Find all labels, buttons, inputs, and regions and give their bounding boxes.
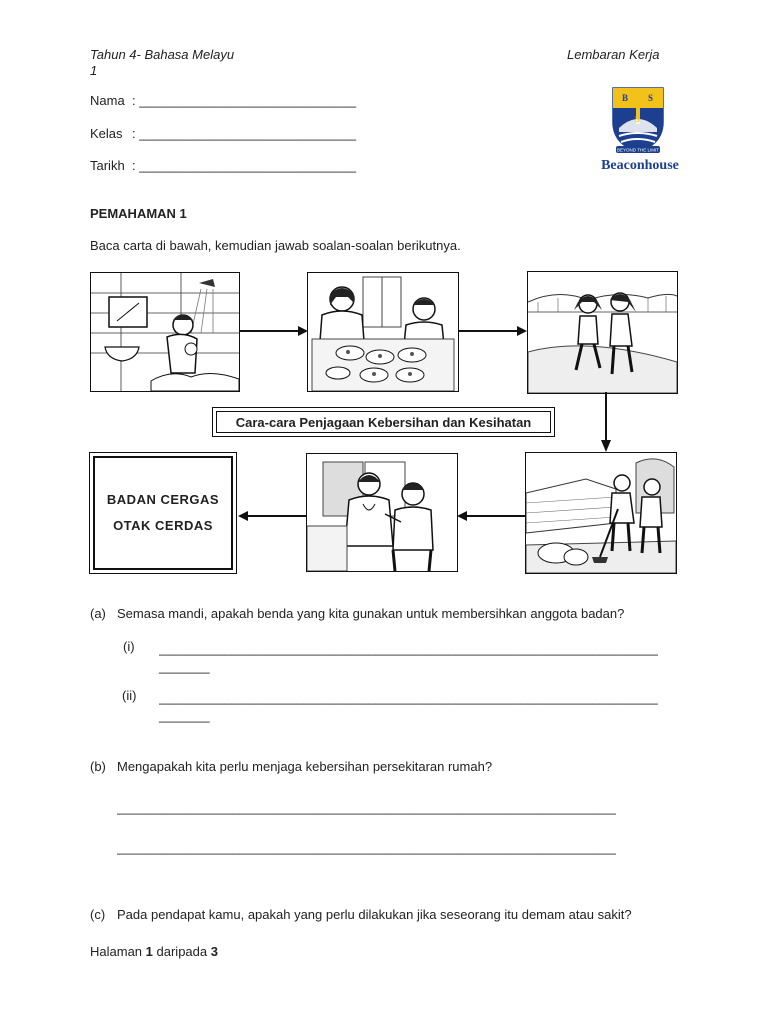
answer-a-ii-line-tail[interactable]: _______ [159,708,210,723]
svg-text:S: S [635,114,641,124]
class-field [90,126,356,142]
class-blank[interactable]: ______________________________ [139,126,357,141]
subject-title: Tahun 4- Bahasa Melayu [90,47,235,62]
meal-illustration [308,273,458,391]
colon: : [132,126,136,141]
school-logo [596,84,686,179]
name-blank[interactable]: ______________________________ [139,93,357,108]
doctor-illustration [307,454,457,571]
question-c-label: (c) [90,907,106,922]
date-label: Tarikh [90,158,125,173]
slogan-line-1: BADAN CERGAS [106,492,220,507]
answer-b-line-2[interactable]: _____________________________________________________________________ [117,840,616,855]
page-footer [90,944,218,960]
arrow-left-icon [455,510,527,522]
question-a [90,606,624,622]
name-field [90,93,356,109]
footer-middle: daripada [156,944,208,959]
colon: : [132,158,136,173]
slogan-box [89,452,237,574]
date-field [90,158,356,174]
answer-b-line-1[interactable]: _____________________________________________________________________ [117,800,616,815]
shower-illustration [91,273,239,391]
svg-text:B: B [622,93,629,103]
shower-picture [90,272,240,392]
answer-a-i-line[interactable]: _____________________________________________________________________ [159,641,658,656]
name-label: Nama [90,93,125,108]
subject-title-line2: 1 [90,63,98,78]
chart-title: Cara-cara Penjagaan Kebersihan dan Kesihatan [216,411,551,433]
question-a-label: (a) [90,606,106,621]
footer-total: 3 [210,944,218,959]
svg-text:BEYOND THE LIMIT: BEYOND THE LIMIT [617,147,659,153]
walking-picture [527,271,678,394]
doctor-picture [306,453,458,572]
arrow-left-icon [236,510,308,522]
shield-icon [596,84,686,179]
date-blank[interactable]: ______________________________ [139,158,357,173]
walking-illustration [528,272,677,393]
meal-picture [307,272,459,392]
answer-a-i-line-tail[interactable]: _______ [159,659,210,674]
question-c-text: Pada pendapat kamu, apakah yang perlu dilakukan jika seseorang itu demam atau sakit? [117,907,632,922]
cleaning-illustration [526,453,676,573]
svg-text:Beaconhouse: Beaconhouse [601,158,679,173]
arrow-down-icon [600,392,612,454]
footer-prefix: Halaman [90,944,143,959]
colon: : [132,93,136,108]
answer-a-ii-label: (ii) [122,688,137,703]
arrow-right-icon [457,325,529,337]
worksheet-label: Lembaran Kerja [567,47,660,62]
question-a-text: Semasa mandi, apakah benda yang kita gunakan untuk membersihkan anggota badan? [117,606,625,621]
question-c [90,907,632,923]
question-b [90,759,492,775]
class-label: Kelas [90,126,123,141]
question-b-text: Mengapakah kita perlu menjaga kebersihan persekitaran rumah? [117,759,493,774]
slogan-line-2: OTAK CERDAS [113,518,213,533]
answer-a-i-label: (i) [123,639,135,654]
question-b-label: (b) [90,759,106,774]
svg-text:S: S [648,93,654,103]
arrow-right-icon [238,325,310,337]
instruction-text: Baca carta di bawah, kemudian jawab soalan-soalan berikutnya. [90,238,461,253]
cleaning-picture [525,452,677,574]
answer-a-ii-line[interactable]: _____________________________________________________________________ [159,690,658,705]
section-title: PEMAHAMAN 1 [90,206,187,221]
chart-title-box [212,407,555,437]
footer-page: 1 [145,944,153,959]
